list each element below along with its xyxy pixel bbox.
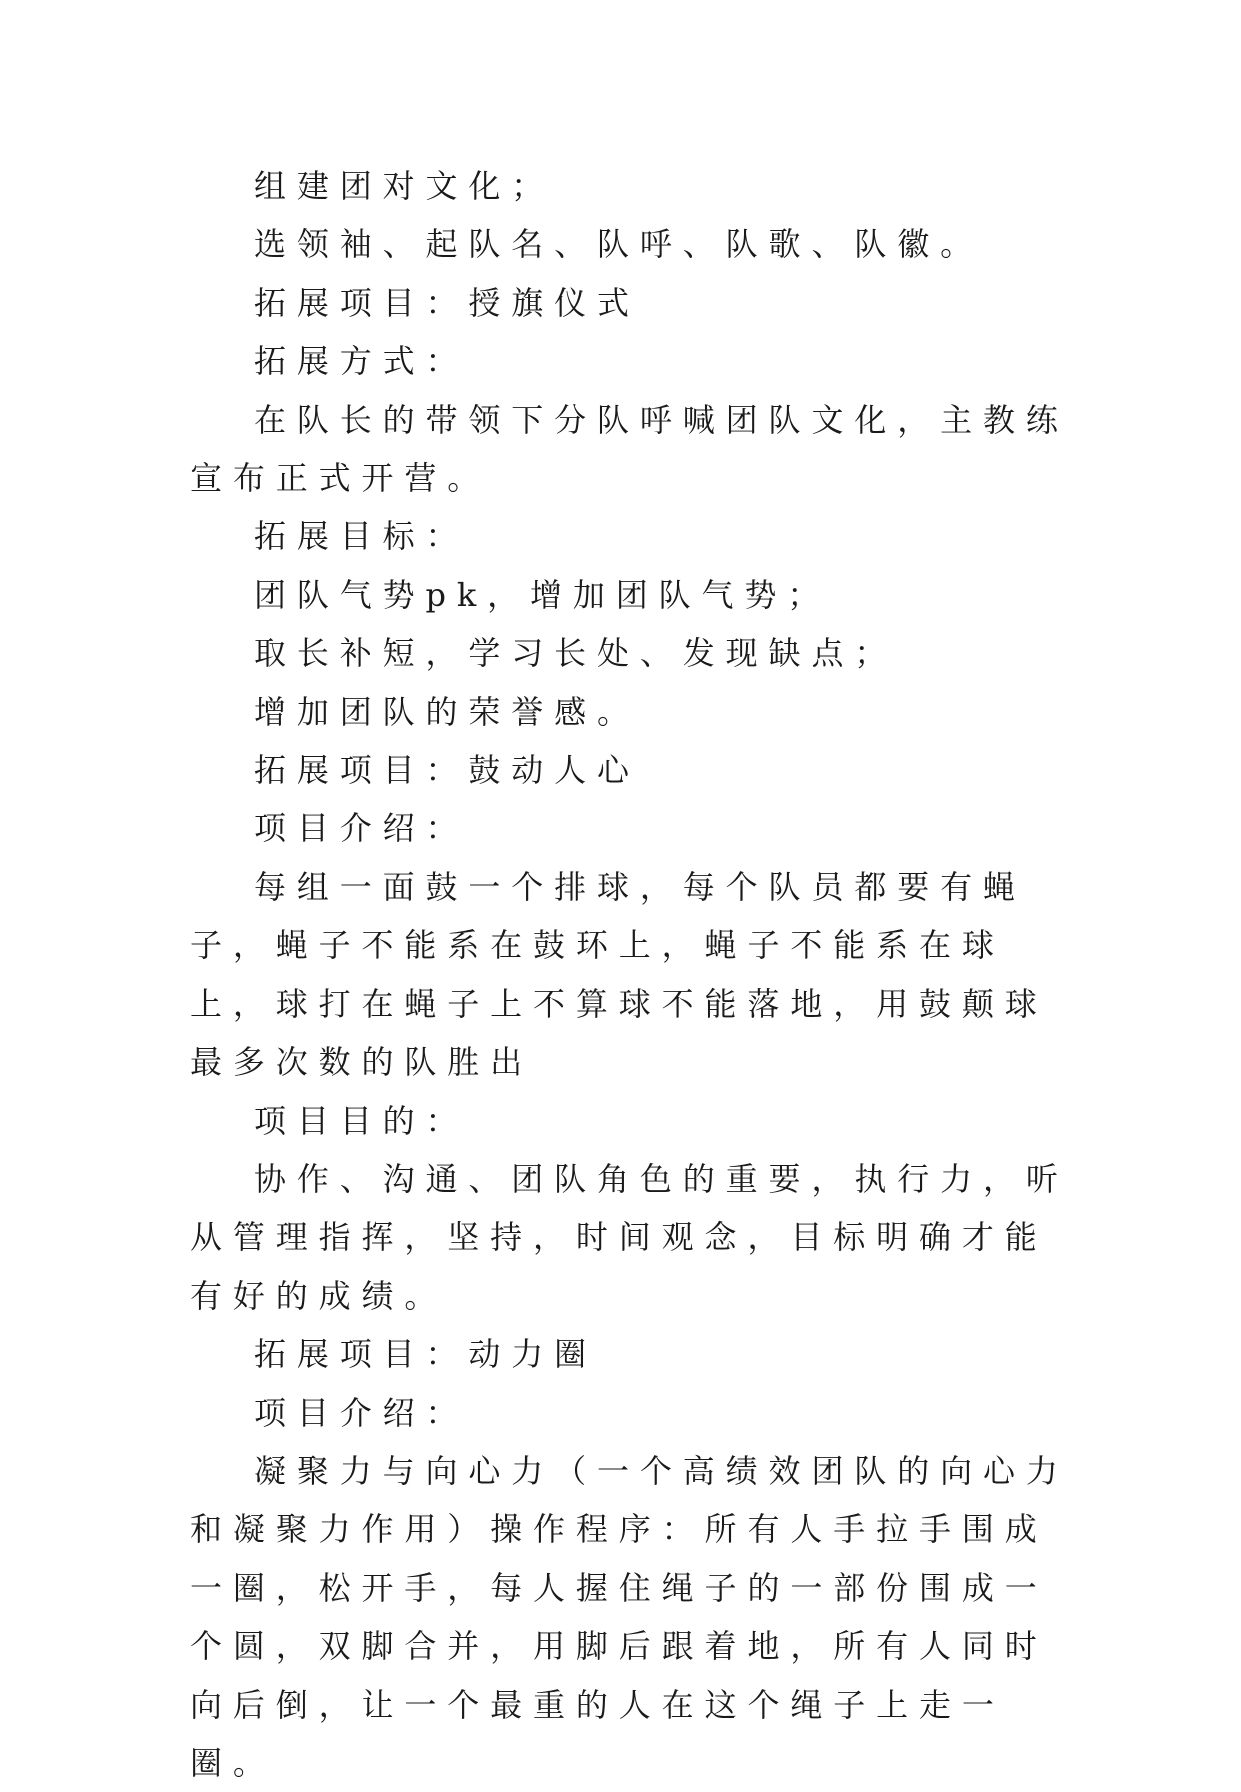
paragraph: 在队长的带领下分队呼喊团队文化，主教练宣布正式开营。 [190, 400, 1069, 498]
paragraph: 团队气势pk，增加团队气势； [254, 575, 831, 614]
paragraph: 拓展方式： [254, 342, 469, 381]
paragraph: 协作、沟通、团队角色的重要，执行力，听从管理指挥，坚持，时间观念，目标明确才能有好的成绩。 [190, 1159, 1069, 1315]
paragraph: 取长补短，学习长处、发现缺点； [254, 634, 898, 673]
paragraph: 每组一面鼓一个排球，每个队员都要有蝇子，蝇子不能系在鼓环上，蝇子不能系在球上，球打在蝇子上不算球不能落地，用鼓颠球最多次数的队胜出 [190, 867, 1048, 1082]
paragraph: 项目介绍： [254, 1393, 469, 1432]
paragraph: 项目目的： [254, 1101, 469, 1140]
paragraph: 凝聚力与向心力（一个高绩效团队的向心力和凝聚力作用）操作程序：所有人手拉手围成一圈，松开手，每人握住绳子的一部份围成一个圆，双脚合并，用脚后跟着地，所有人同时向后倒，让一个最重的人在这个绳子上走一圈。 [190, 1451, 1069, 1782]
paragraph: 拓展项目：授旗仪式 [254, 283, 640, 322]
paragraph: 拓展项目：鼓动人心 [254, 751, 640, 790]
paragraph: 组建团对文化； [254, 167, 555, 205]
paragraph: 拓展目标： [254, 517, 469, 556]
paragraph: 增加团队的荣誉感。 [254, 692, 640, 731]
paragraph: 选领袖、起队名、队呼、队歌、队徽。 [254, 225, 983, 264]
paragraph: 项目介绍： [254, 809, 469, 848]
paragraph: 拓展项目：动力圈 [254, 1335, 598, 1374]
document-body [190, 157, 1070, 1792]
